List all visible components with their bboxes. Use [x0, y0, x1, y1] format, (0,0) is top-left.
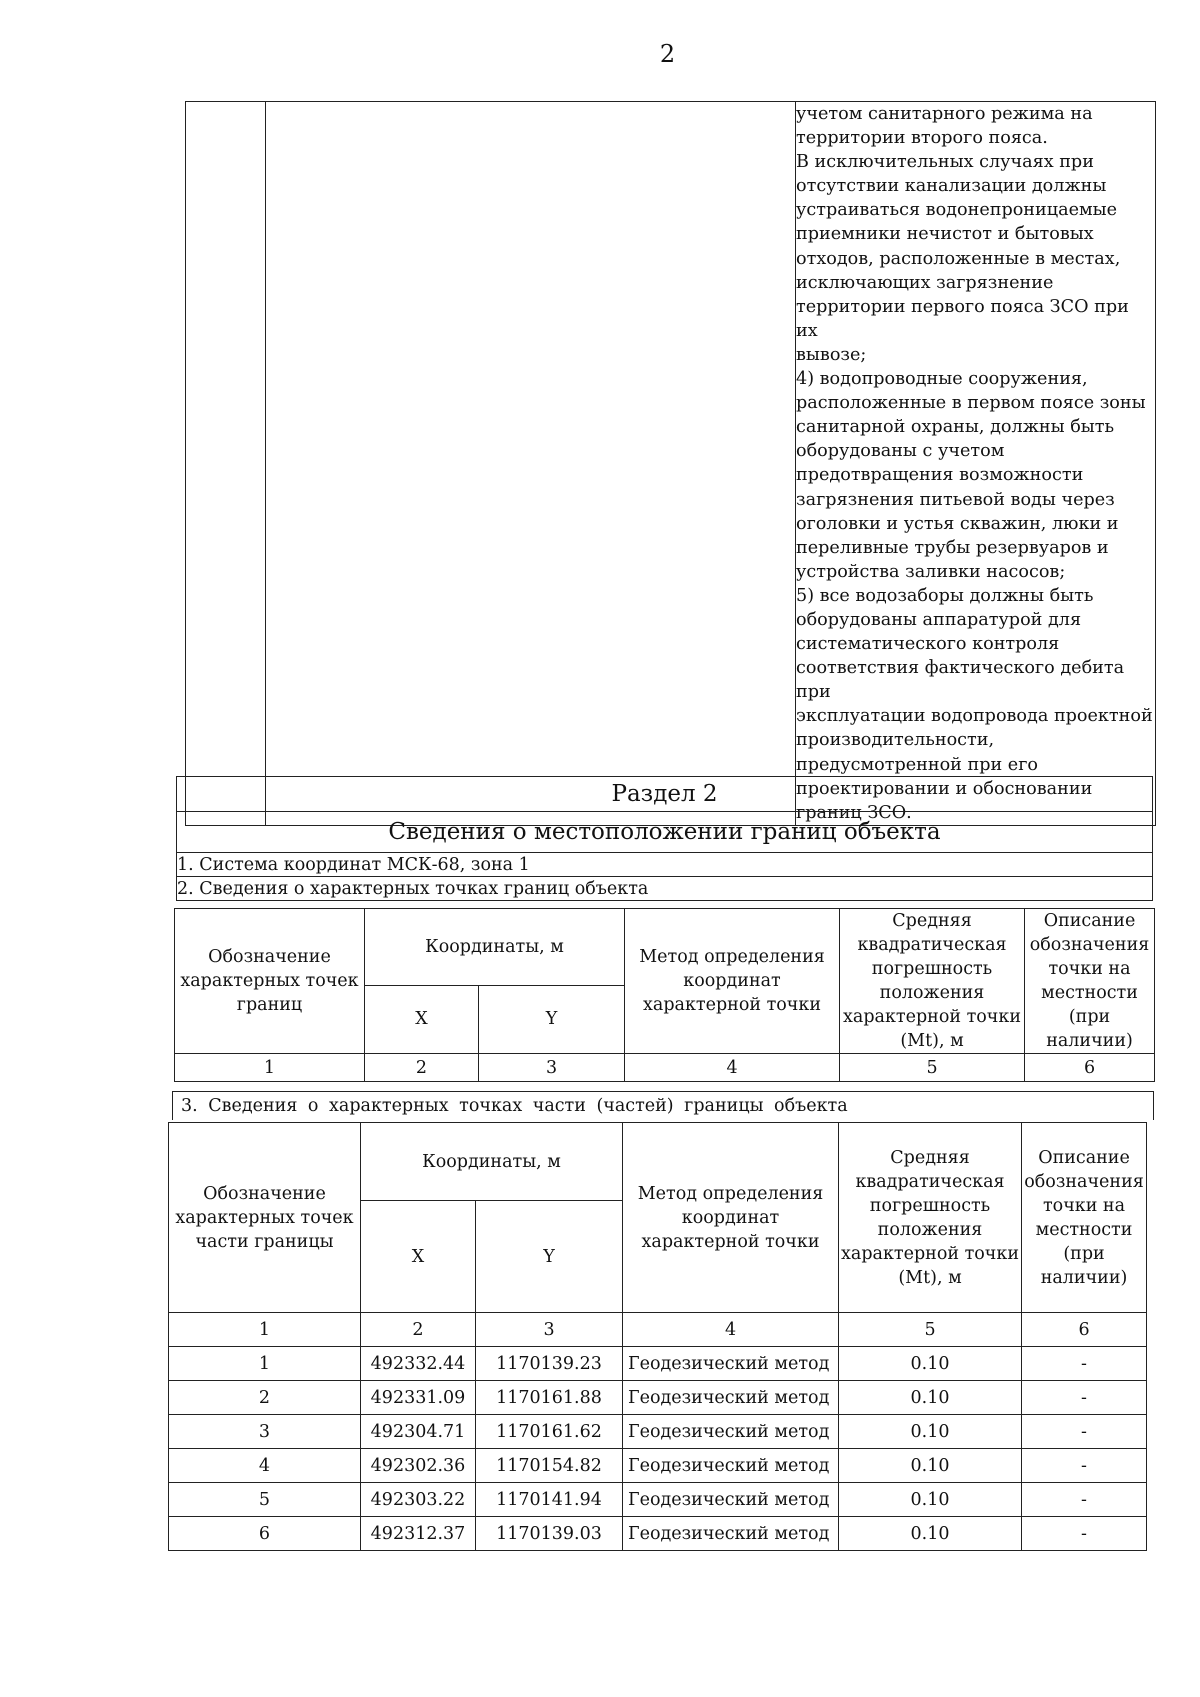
t2-num-6: 6: [1025, 1054, 1155, 1082]
row-x: 492304.71: [361, 1415, 476, 1449]
t3-col1-header: Обозначение характерных точек части границы: [169, 1123, 361, 1313]
t3-y-header: Y: [476, 1201, 623, 1313]
continuation-table: [185, 101, 1156, 826]
part-points-table: [168, 1122, 1147, 1551]
row-mt: 0.10: [839, 1517, 1022, 1551]
row-number: 4: [169, 1449, 361, 1483]
row-x: 492312.37: [361, 1517, 476, 1551]
row-desc: -: [1022, 1415, 1147, 1449]
t2-method-header: Метод определения координат характерной точки: [625, 909, 840, 1054]
row-y: 1170139.03: [476, 1517, 623, 1551]
t2-x-header: X: [365, 985, 479, 1053]
t3-num-3: 3: [476, 1313, 623, 1347]
row-y: 1170161.62: [476, 1415, 623, 1449]
row-method: Геодезический метод: [623, 1347, 839, 1381]
row-number: 1: [169, 1347, 361, 1381]
t3-num-4: 4: [623, 1313, 839, 1347]
row-method: Геодезический метод: [623, 1517, 839, 1551]
t2-num-3: 3: [479, 1054, 625, 1082]
table-row: [169, 1347, 1147, 1381]
empty-cell-1: [186, 102, 266, 826]
t2-desc-header: Описание обозначения точки на местности (при наличии): [1025, 909, 1155, 1054]
row-method: Геодезический метод: [623, 1449, 839, 1483]
part-points-heading: 3. Сведения о характерных точках части (частей) границы объекта: [172, 1091, 1154, 1120]
points-heading: 2. Сведения о характерных точках границ объекта: [177, 877, 1153, 901]
coord-system-line: 1. Система координат МСК-68, зона 1: [177, 853, 1153, 877]
t3-desc-header: Описание обозначения точки на местности (при наличии): [1022, 1123, 1147, 1313]
section-subtitle: Сведения о местоположении границ объекта: [177, 812, 1153, 853]
row-y: 1170161.88: [476, 1381, 623, 1415]
empty-cell-2: [266, 102, 796, 826]
t3-num-6: 6: [1022, 1313, 1147, 1347]
t2-coords-header: Координаты, м: [365, 909, 625, 986]
t2-num-1: 1: [175, 1054, 365, 1082]
continuation-text: учетом санитарного режима на территории второго пояса. В исключительных случаях при отсутствии канализации должны устраиваться водонепроницаемые приемники нечистот и бытовых отходов, расположенные в местах, исключающих загрязнение территории первого пояса ЗСО при их вывозе; 4) водопроводные сооружения, расположенные в первом поясе зоны санитарной охраны, должны быть оборудованы с учетом предотвращения возможности загрязнения питьевой воды через оголовки и устья скважин, люки и переливные трубы резервуаров и устройства заливки насосов; 5) все водозаборы должны быть оборудованы аппаратурой для систематического контроля соответствия фактического дебита при эксплуатации водопровода проектной производительности, предусмотренной при его проектировании и обосновании границ ЗСО.: [796, 104, 1153, 823]
section-title: Раздел 2: [177, 777, 1153, 812]
row-mt: 0.10: [839, 1449, 1022, 1483]
row-y: 1170154.82: [476, 1449, 623, 1483]
t2-num-4: 4: [625, 1054, 840, 1082]
table-row: [169, 1415, 1147, 1449]
row-number: 3: [169, 1415, 361, 1449]
row-y: 1170141.94: [476, 1483, 623, 1517]
t2-col1-header: Обозначение характерных точек границ: [175, 909, 365, 1054]
row-number: 5: [169, 1483, 361, 1517]
row-desc: -: [1022, 1449, 1147, 1483]
row-method: Геодезический метод: [623, 1415, 839, 1449]
row-mt: 0.10: [839, 1347, 1022, 1381]
t2-error-header: Средняя квадратическая погрешность положения характерной точки (Mt), м: [840, 909, 1025, 1054]
row-x: 492332.44: [361, 1347, 476, 1381]
row-number: 2: [169, 1381, 361, 1415]
row-number: 6: [169, 1517, 361, 1551]
row-y: 1170139.23: [476, 1347, 623, 1381]
t2-num-2: 2: [365, 1054, 479, 1082]
continuation-text-cell: [796, 102, 1156, 826]
row-desc: -: [1022, 1517, 1147, 1551]
row-desc: -: [1022, 1381, 1147, 1415]
points-table: [174, 908, 1155, 1082]
row-mt: 0.10: [839, 1483, 1022, 1517]
row-mt: 0.10: [839, 1381, 1022, 1415]
t2-y-header: Y: [479, 985, 625, 1053]
t3-num-2: 2: [361, 1313, 476, 1347]
table-row: [169, 1483, 1147, 1517]
row-desc: -: [1022, 1483, 1147, 1517]
table-row: [169, 1449, 1147, 1483]
table-row: [169, 1517, 1147, 1551]
row-x: 492303.22: [361, 1483, 476, 1517]
t2-num-5: 5: [840, 1054, 1025, 1082]
t3-coords-header: Координаты, м: [361, 1123, 623, 1201]
row-x: 492331.09: [361, 1381, 476, 1415]
section-header-table: [176, 776, 1153, 901]
t3-x-header: X: [361, 1201, 476, 1313]
row-desc: -: [1022, 1347, 1147, 1381]
row-mt: 0.10: [839, 1415, 1022, 1449]
row-method: Геодезический метод: [623, 1381, 839, 1415]
page-number: 2: [659, 40, 676, 68]
table-row: [169, 1381, 1147, 1415]
t3-num-5: 5: [839, 1313, 1022, 1347]
t3-num-1: 1: [169, 1313, 361, 1347]
t3-method-header: Метод определения координат характерной точки: [623, 1123, 839, 1313]
t3-error-header: Средняя квадратическая погрешность положения характерной точки (Mt), м: [839, 1123, 1022, 1313]
row-x: 492302.36: [361, 1449, 476, 1483]
row-method: Геодезический метод: [623, 1483, 839, 1517]
